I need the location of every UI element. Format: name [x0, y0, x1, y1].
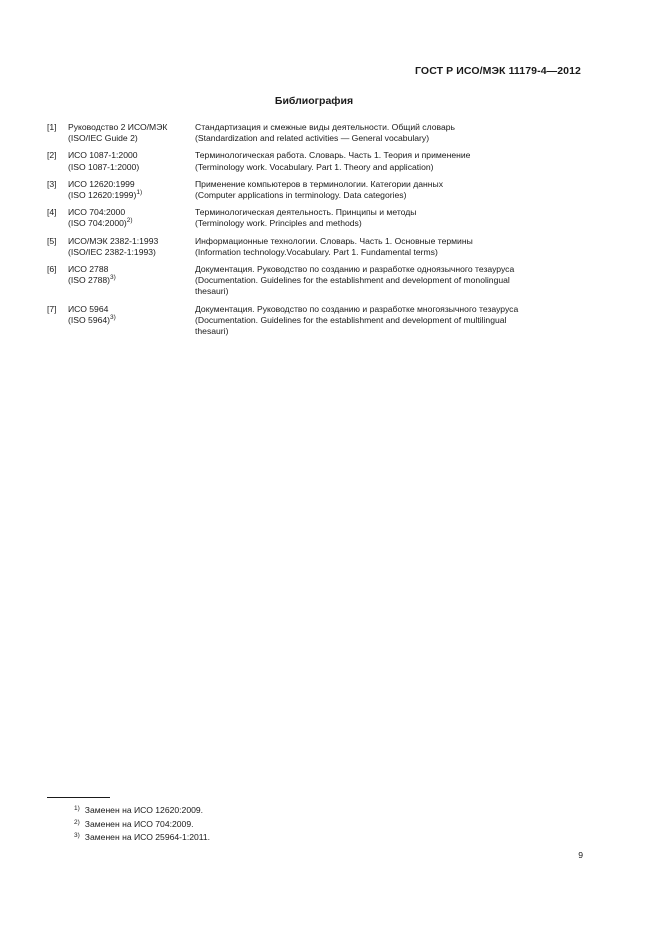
footnote-ref: 1) [136, 189, 143, 197]
code-line-en: (ISO 12620:1999)$^{1)}$ [68, 189, 143, 201]
footnote-text: Заменен на ИСО 704:2009. [84, 818, 194, 829]
desc-line-en: (Standardization and related activities — General vocabulary) [195, 133, 430, 144]
bibliography-entry [47, 150, 584, 172]
footnote-ref: 2) [126, 217, 133, 225]
entry-description [195, 207, 584, 229]
entry-number: [7] [47, 303, 57, 314]
code-line-en: (ISO/IEC Guide 2) [68, 133, 138, 144]
code-line-en: (ISO/IEC 2382-1:1993) [68, 246, 156, 257]
desc-line-ru: Применение компьютеров в терминологии. Категории данных [195, 178, 444, 189]
entry-standard-code [68, 264, 194, 286]
code-line-ru: ИСО 1087-1:2000 [68, 150, 138, 161]
desc-line-ru: Документация. Руководство по созданию и разработке многоязычного тезауруса [195, 303, 519, 314]
code-line-ru: ИСО 5964 [68, 303, 109, 314]
desc-line-en: (Documentation. Guidelines for the establishment and development of multilingual [195, 314, 507, 325]
page-number: 9 [578, 850, 583, 860]
code-line-ru: ИСО 2788 [68, 264, 109, 275]
entry-number: [1] [47, 122, 57, 132]
footnote-text: Заменен на ИСО 25964-1:2011. [84, 832, 211, 842]
footnote-ref: 3) [110, 313, 116, 321]
entry-standard-code [68, 122, 194, 144]
code-line-ru: ИСО 704:2000 [68, 207, 126, 218]
entry-description [195, 304, 584, 338]
code-line-en: (ISO 2788)$^{3)}$ [68, 274, 116, 286]
desc-line-en-cont: thesauri) [195, 326, 229, 337]
code-line-en: (ISO 5964)$^{3)}$ [68, 313, 116, 325]
bibliography-entry [47, 304, 584, 338]
entry-number: [2] [47, 150, 57, 161]
entry-number: [5] [47, 235, 57, 246]
desc-line-en-cont: thesauri) [195, 286, 229, 297]
footnote-item [74, 803, 210, 817]
desc-line-en: (Documentation. Guidelines for the establishment and development of monolingual [195, 275, 510, 286]
bibliography-entry [47, 122, 584, 144]
footnote-mark: 3) [74, 832, 80, 839]
desc-line-ru: Информационные технологии. Словарь. Часть 1. Основные термины [195, 235, 473, 246]
desc-line-ru: Документация. Руководство по созданию и разработке одноязычного тезауруса [195, 264, 515, 275]
entry-description [195, 236, 584, 258]
desc-line-en: (Terminology work. Principles and methods) [195, 218, 362, 229]
bibliography-entry [47, 264, 584, 298]
entry-number: [3] [47, 178, 57, 189]
entry-standard-code [68, 150, 194, 172]
code-line-ru: Руководство 2 ИСО/МЭК [68, 122, 168, 132]
bibliography-list [47, 122, 584, 343]
desc-line-ru: Стандартизация и смежные виды деятельности. Общий словарь [195, 122, 455, 132]
bibliography-entry [47, 179, 584, 201]
desc-line-en: (Computer applications in terminology. Data categories) [195, 190, 407, 201]
entry-number: [6] [47, 264, 57, 275]
entry-standard-code [68, 236, 194, 258]
bibliography-title: Библиография [274, 95, 354, 107]
entry-description [195, 122, 584, 144]
footnote-mark: 1) [74, 805, 80, 812]
desc-line-ru: Терминологическая работа. Словарь. Часть 1. Теория и применение [195, 150, 471, 161]
desc-line-en: (Information technology.Vocabulary. Part 1. Fundamental terms) [195, 246, 438, 257]
footnote-ref: 3) [110, 274, 116, 282]
footnote-text: Заменен на ИСО 12620:2009. [84, 805, 204, 815]
footnote-item [74, 830, 210, 844]
desc-line-en: (Terminology work. Vocabulary. Part 1. Theory and application) [195, 161, 434, 172]
footnote-mark: 2) [74, 818, 80, 826]
entry-standard-code [68, 207, 194, 229]
code-line-ru: ИСО 12620:1999 [68, 178, 135, 189]
code-line-en: (ISO 704:2000)$^{2)}$ [68, 217, 133, 229]
entry-description [195, 179, 584, 201]
entry-standard-code [68, 179, 194, 201]
document-header-code: ГОСТ Р ИСО/МЭК 11179-4—2012 [415, 65, 581, 77]
code-line-en: (ISO 1087-1:2000) [68, 161, 140, 172]
entry-description [195, 150, 584, 172]
entry-number: [4] [47, 207, 57, 218]
footnote-item [74, 817, 210, 831]
entry-standard-code [68, 304, 194, 326]
code-line-ru: ИСО/МЭК 2382-1:1993 [68, 235, 159, 246]
footnote-separator [47, 797, 110, 798]
bibliography-entry [47, 207, 584, 229]
desc-line-ru: Терминологическая деятельность. Принципы и методы [195, 207, 417, 218]
footnotes [74, 803, 210, 844]
bibliography-entry [47, 236, 584, 258]
entry-description [195, 264, 584, 298]
